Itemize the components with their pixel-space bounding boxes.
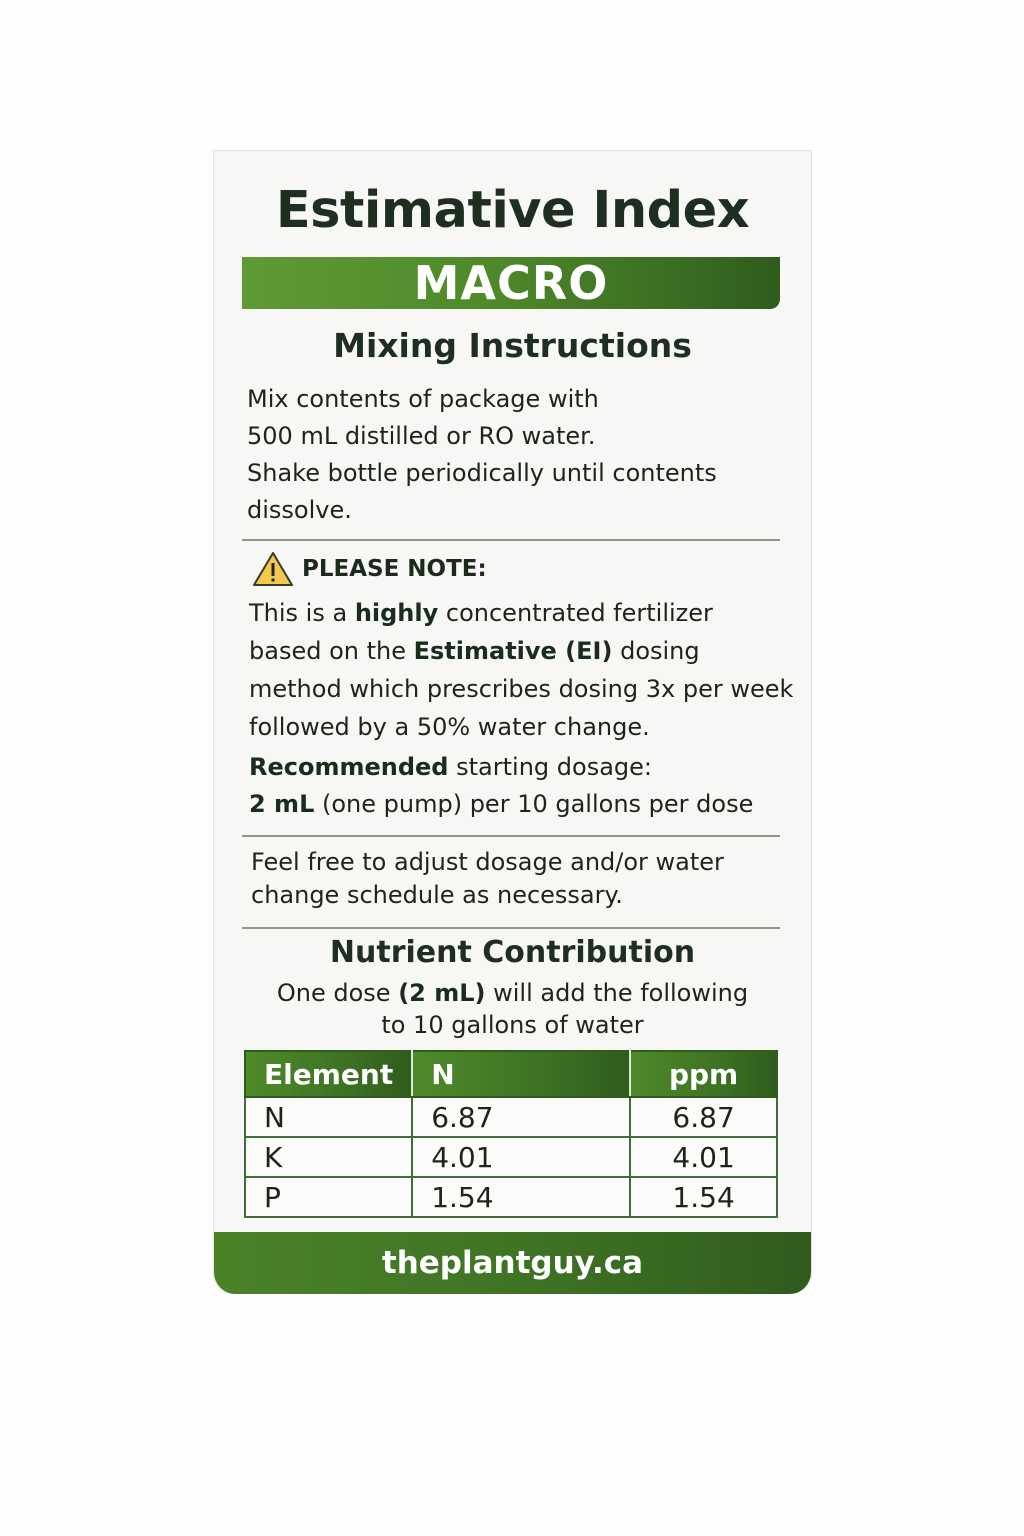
warning-triangle-icon <box>252 551 294 587</box>
nutrient-heading: Nutrient Contribution <box>329 935 696 970</box>
note-heading-text: PLEASE NOTE: <box>302 556 487 582</box>
note-heading <box>252 551 487 587</box>
mixing-instructions <box>247 381 717 529</box>
mixing-line: Shake bottle periodically until contents <box>247 459 717 487</box>
note-body: This is a highly concentrated fertilizer based on the Estimative (EI) dosing method which prescribes dosing 3x per week followed by a 50% water change. <box>249 599 794 741</box>
footer-banner <box>214 1232 811 1294</box>
table-row: N 6.87 6.87 <box>245 1097 777 1137</box>
divider <box>242 927 780 929</box>
mixing-line: 500 mL distilled or RO water. <box>247 422 596 450</box>
banner-text: MACRO <box>413 256 609 310</box>
nutrient-table <box>244 1050 778 1218</box>
website-link[interactable]: theplantguy.ca <box>381 1245 644 1281</box>
mixing-line: dissolve. <box>247 496 352 524</box>
product-label <box>213 150 812 1294</box>
divider <box>242 539 780 541</box>
divider <box>242 835 780 837</box>
column-header: N <box>412 1051 630 1097</box>
column-header: ppm <box>630 1051 777 1097</box>
column-header: Element <box>245 1051 412 1097</box>
nutrient-subtitle: One dose (2 mL) will add the following to 10 gallons of water <box>276 979 749 1039</box>
adjust-note: Feel free to adjust dosage and/or water change schedule as necessary. <box>251 848 724 909</box>
mixing-heading: Mixing Instructions <box>333 326 692 365</box>
mixing-line: Mix contents of package with <box>247 385 599 413</box>
table-row: P 1.54 1.54 <box>245 1177 777 1217</box>
page-title: Estimative Index <box>275 181 750 240</box>
recommended-dosage: Recommended starting dosage: 2 mL (one pump) per 10 gallons per dose <box>249 753 754 818</box>
macro-banner <box>242 257 780 309</box>
table-row: K 4.01 4.01 <box>245 1137 777 1177</box>
